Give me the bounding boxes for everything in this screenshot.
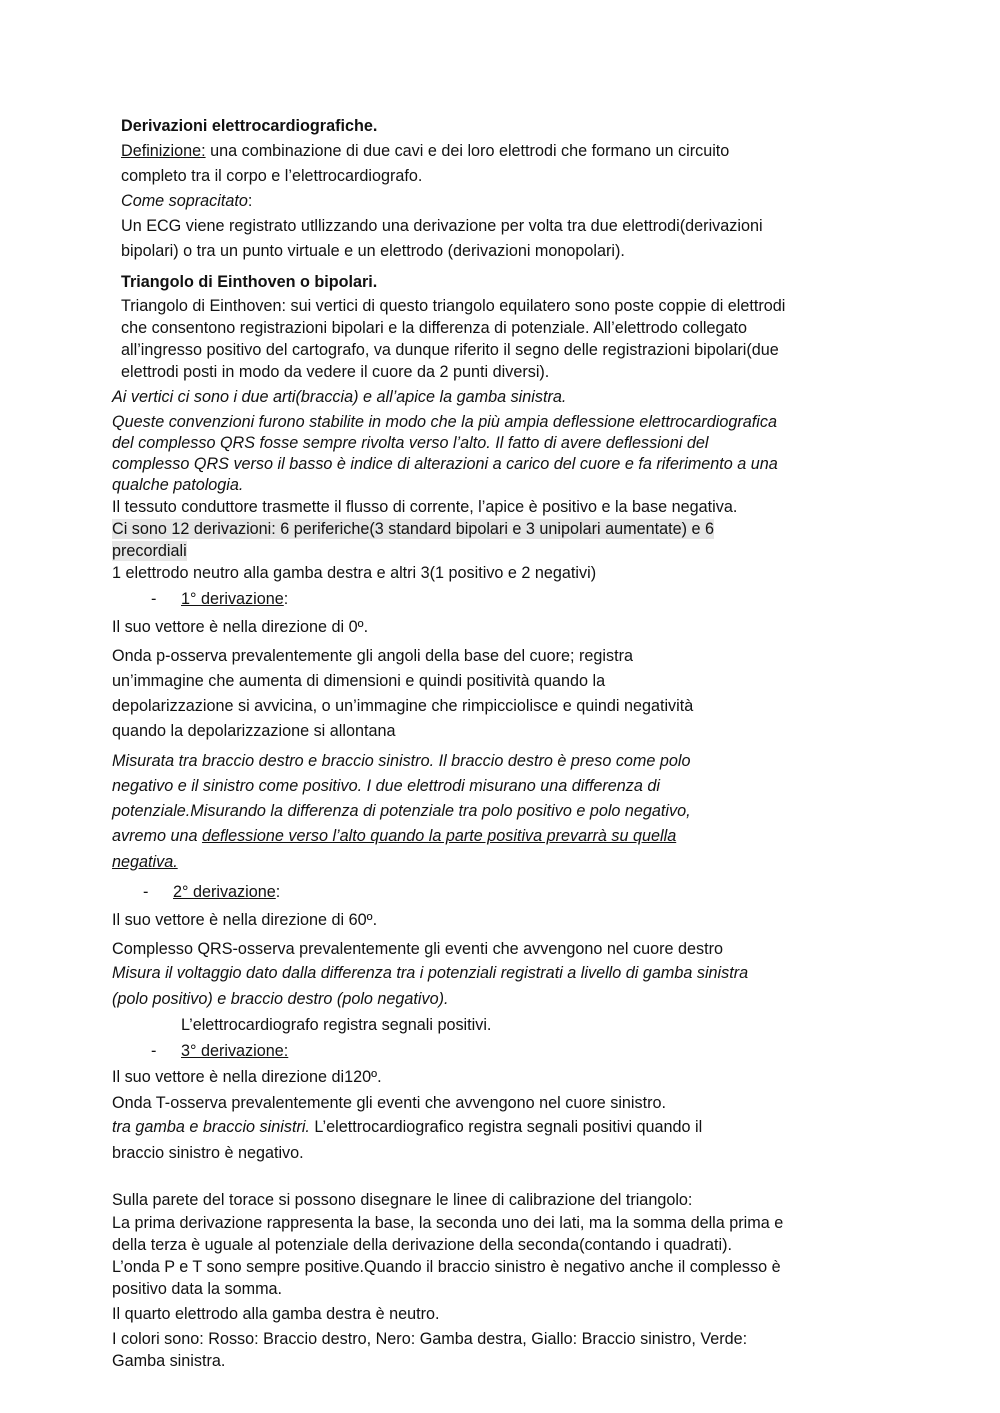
parete-line: Sulla parete del torace si possono disegnare le linee di calibrazione del triangolo:: [112, 1191, 693, 1209]
d2-vettore: Il suo vettore è nella direzione di 60º.: [112, 911, 378, 929]
d1-vettore: Il suo vettore è nella direzione di 0º.: [112, 618, 369, 636]
prima-derivazione-line-2: della terza è uguale al potenziale della derivazione della seconda(contando i quadrati).: [112, 1236, 733, 1254]
colori-line-1: I colori sono: Rosso: Braccio destro, Nero: Gamba destra, Giallo: Braccio sinistro, Verde:: [112, 1330, 748, 1348]
definition-line-2: completo tra il corpo e l’elettrocardiografo.: [121, 167, 423, 185]
definition-text: una combinazione di due cavi e dei loro elettrodi che formano un circuito: [205, 142, 730, 160]
definition-label: Definizione:: [121, 142, 206, 160]
d1-onda-p-line-2: un’immagine che aumenta di dimensioni e quindi positività quando la: [112, 672, 606, 690]
d2-heading: [173, 882, 280, 902]
colori-line-2: Gamba sinistra.: [112, 1352, 226, 1370]
d1-misurata-line-1: Misurata tra braccio destro e braccio sinistro. Il braccio destro è preso come polo: [112, 752, 691, 770]
d1-bullet-dash: -: [151, 590, 157, 608]
quarto-elettrodo-line: Il quarto elettrodo alla gamba destra è neutro.: [112, 1305, 440, 1323]
einthoven-line-2: che consentono registrazioni bipolari e la differenza di potenziale. All’elettrodo collegato: [121, 319, 748, 337]
d2-bullet-dash: -: [143, 883, 149, 901]
derivazioni-count-line-2: precordiali: [112, 542, 187, 560]
d1-misurata-line-5: negativa.: [112, 853, 178, 871]
convenzioni-line-2: del complesso QRS fosse sempre rivolta verso l’alto. Il fatto di avere deflessioni del: [112, 434, 709, 452]
d2-label: 2° derivazione: [173, 883, 276, 901]
come-sopracitato-colon: :: [247, 192, 253, 210]
d1-avremo-text: avremo una: [112, 827, 202, 845]
d3-registra-line-2: braccio sinistro è negativo.: [112, 1144, 304, 1162]
d2-registra-line: L’elettrocardiografo registra segnali positivi.: [181, 1016, 492, 1034]
onda-pt-line-2: positivo data la somma.: [112, 1280, 283, 1298]
d3-onda-t-line: Onda T-osserva prevalentemente gli eventi che avvengono nel cuore sinistro.: [112, 1094, 666, 1112]
definition-line-1: [121, 141, 729, 161]
d1-colon: :: [283, 590, 289, 608]
einthoven-line-3: all’ingresso positivo del cartografo, va dunque riferito il segno delle registrazioni bipolari(due: [121, 341, 779, 359]
convenzioni-line-4: qualche patologia.: [112, 476, 244, 494]
d2-colon: :: [275, 883, 281, 901]
d1-heading: [181, 589, 288, 609]
section-title-derivazioni: Derivazioni elettrocardiografiche.: [121, 117, 378, 135]
elettrodo-neutro-line: 1 elettrodo neutro alla gamba destra e altri 3(1 positivo e 2 negativi): [112, 564, 597, 582]
vertici-line: Ai vertici ci sono i due arti(braccia) e all’apice la gamba sinistra.: [112, 388, 567, 406]
d1-misurata-line-2: negativo e il sinistro come positivo. I due elettrodi misurano una differenza di: [112, 777, 660, 795]
ecg-line-2: bipolari) o tra un punto virtuale e un elettrodo (derivazioni monopolari).: [121, 242, 625, 260]
come-sopracitato-line: [121, 191, 252, 211]
einthoven-line-4: elettrodi posti in modo da vedere il cuore da 2 punti diversi).: [121, 363, 550, 381]
d3-tra-text: tra gamba e braccio sinistri.: [112, 1118, 310, 1136]
onda-pt-line-1: L’onda P e T sono sempre positive.Quando il braccio sinistro è negativo anche il complesso è: [112, 1258, 781, 1276]
section-title-einthoven: Triangolo di Einthoven o bipolari.: [121, 273, 378, 291]
prima-derivazione-line-1: La prima derivazione rappresenta la base, la seconda uno dei lati, ma la somma della prima e: [112, 1214, 784, 1232]
ecg-line-1: Un ECG viene registrato utllizzando una derivazione per volta tra due elettrodi(derivazioni: [121, 217, 763, 235]
d1-misurata-line-4: [112, 826, 676, 846]
einthoven-line-1: Triangolo di Einthoven: sui vertici di questo triangolo equilatero sono poste coppie di elettrodi: [121, 297, 786, 315]
tessuto-line: Il tessuto conduttore trasmette il flusso di corrente, l’apice è positivo e la base negativa.: [112, 498, 738, 516]
d3-vettore: Il suo vettore è nella direzione di120º.: [112, 1068, 382, 1086]
d3-registra-line-1: [112, 1117, 702, 1137]
convenzioni-line-1: Queste convenzioni furono stabilite in modo che la più ampia deflessione elettrocardiografica: [112, 413, 777, 431]
d3-bullet-dash: -: [151, 1042, 157, 1060]
d2-qrs-line: Complesso QRS-osserva prevalentemente gli eventi che avvengono nel cuore destro: [112, 940, 723, 958]
come-sopracitato-label: Come sopracitato: [121, 192, 248, 210]
d3-registra-text: L’elettrocardiografico registra segnali positivi quando il: [309, 1118, 703, 1136]
derivazioni-count-line-1: Ci sono 12 derivazioni: 6 periferiche(3 standard bipolari e 3 unipolari aumentate) e 6: [112, 520, 714, 538]
d3-label: 3° derivazione:: [181, 1042, 289, 1060]
convenzioni-line-3: complesso QRS verso il basso è indice di alterazioni a carico del cuore e fa riferimento a una: [112, 455, 778, 473]
d1-onda-p-line-1: Onda p-osserva prevalentemente gli angoli della base del cuore; registra: [112, 647, 634, 665]
d2-misura-line-1: Misura il voltaggio dato dalla differenza tra i potenziali registrati a livello di gamba sinistra: [112, 964, 749, 982]
d2-misura-line-2: (polo positivo) e braccio destro (polo negativo).: [112, 990, 449, 1008]
d1-onda-p-line-3: depolarizzazione si avvicina, o un’immagine che rimpicciolisce e quindi negatività: [112, 697, 694, 715]
d1-label: 1° derivazione: [181, 590, 284, 608]
d1-onda-p-line-4: quando la depolarizzazione si allontana: [112, 722, 396, 740]
d1-misurata-line-3: potenziale.Misurando la differenza di potenziale tra polo positivo e polo negativo,: [112, 802, 691, 820]
d1-deflessione-text: deflessione verso l’alto quando la parte positiva prevarrà su quella: [201, 827, 677, 845]
